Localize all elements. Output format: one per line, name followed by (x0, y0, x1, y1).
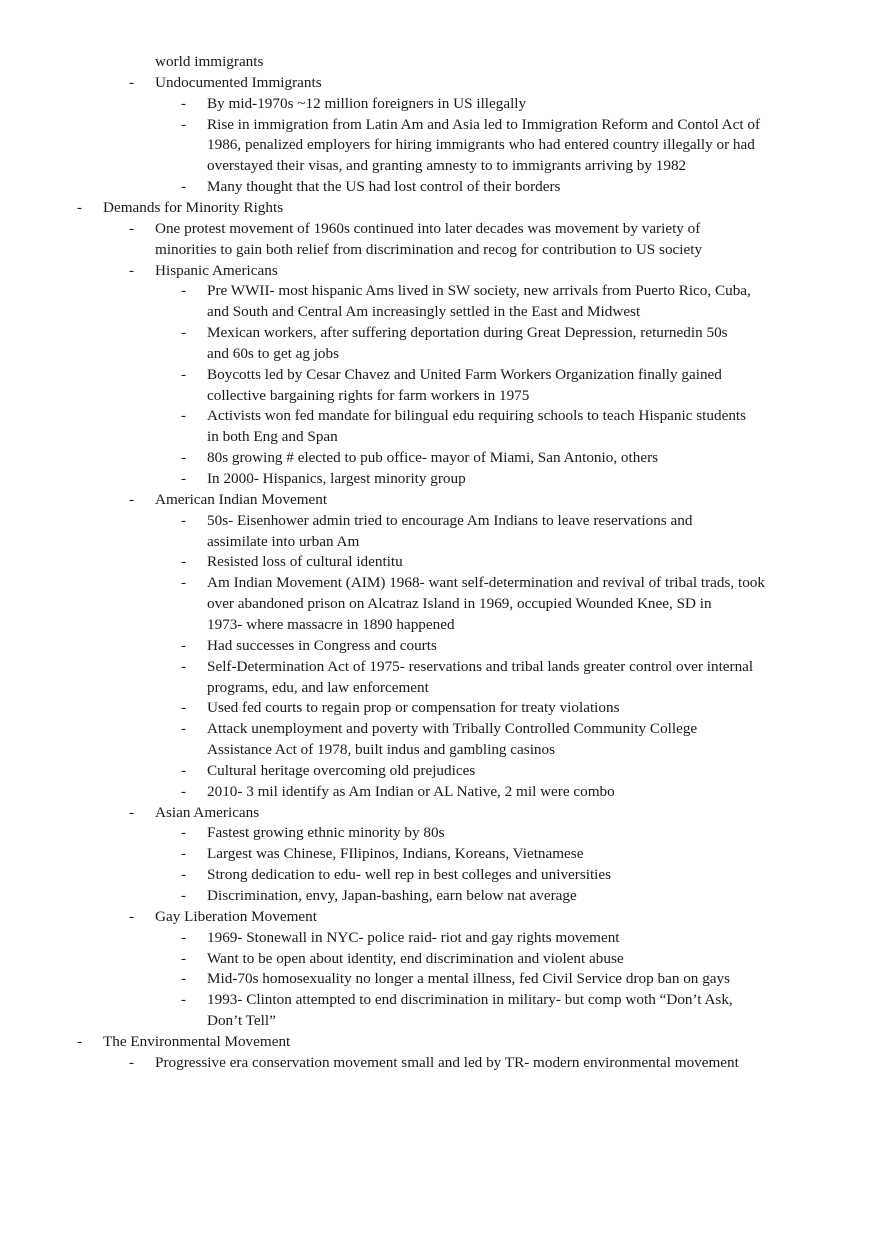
list-item: Strong dedication to edu- well rep in best colleges and universities (207, 866, 612, 884)
bullet-dash: - (181, 553, 187, 571)
bullet-dash: - (181, 282, 187, 300)
bullet-dash: - (181, 407, 187, 425)
section-heading: Undocumented Immigrants (155, 73, 322, 91)
list-item: Cultural heritage overcoming old prejudices (207, 761, 476, 779)
bullet-dash: - (181, 470, 187, 487)
list-item: Attack unemployment and poverty with Tribally Controlled Community College (207, 720, 698, 738)
list-item: Largest was Chinese, FIlipinos, Indians, Koreans, Vietnamese (207, 845, 584, 863)
list-item: minorities to gain both relief from discrimination and recog for contribution to US society (155, 240, 703, 258)
list-item: 1986, penalized employers for hiring immigrants who had entered country illegally or had (207, 136, 755, 154)
bullet-dash: - (181, 887, 187, 904)
bullet-dash: - (181, 928, 187, 946)
bullet-dash: - (129, 1053, 135, 1071)
bullet-dash: - (129, 803, 135, 821)
section-heading: Gay Liberation Movement (155, 907, 317, 925)
list-item: 1973- where massacre in 1890 happened (207, 615, 455, 633)
list-item: assimilate into urban Am (207, 532, 360, 550)
list-item: Self-Determination Act of 1975- reservations and tribal lands greater control over internal (207, 657, 754, 675)
list-item: Am Indian Movement (AIM) 1968- want self-determination and revival of tribal trads, took (207, 574, 765, 592)
bullet-dash: - (181, 636, 187, 654)
bullet-dash: - (181, 949, 187, 967)
bullet-dash: - (181, 782, 187, 800)
list-item: 50s- Eisenhower admin tried to encourage Am Indians to leave reservations and (207, 511, 693, 529)
list-item: Pre WWII- most hispanic Ams lived in SW society, new arrivals from Puerto Rico, Cuba, (207, 282, 751, 300)
list-item: Rise in immigration from Latin Am and Asia led to Immigration Reform and Contol Act of (207, 115, 760, 133)
bullet-dash: - (181, 970, 187, 988)
bullet-dash: - (181, 511, 187, 529)
list-item: Boycotts led by Cesar Chavez and United Farm Workers Organization finally gained (207, 365, 722, 383)
list-item: over abandoned prison on Alcatraz Island in 1969, occupied Wounded Knee, SD in (207, 595, 712, 613)
bullet-dash: - (181, 178, 187, 196)
list-item: Had successes in Congress and courts (207, 636, 437, 654)
list-item: Many thought that the US had lost control of their borders (207, 178, 561, 196)
bullet-dash: - (181, 365, 187, 383)
list-item: Want to be open about identity, end discrimination and violent abuse (207, 949, 624, 967)
bullet-dash: - (129, 490, 135, 508)
list-item: 1993- Clinton attempted to end discrimination in military- but comp woth “Don’t Ask, (207, 991, 733, 1009)
list-item: Mid-70s homosexuality no longer a mental illness, fed Civil Service drop ban on gays (207, 970, 731, 988)
list-item: Mexican workers, after suffering deportation during Great Depression, returnedin 50s (207, 324, 728, 342)
list-item: 2010- 3 mil identify as Am Indian or AL Native, 2 mil were combo (207, 782, 615, 800)
bullet-dash: - (181, 699, 187, 717)
list-item: Used fed courts to regain prop or compensation for treaty violations (207, 699, 620, 717)
list-item: In 2000- Hispanics, largest minority group (207, 470, 466, 487)
list-item: Assistance Act of 1978, built indus and gambling casinos (207, 741, 556, 759)
bullet-dash: - (129, 73, 135, 91)
bullet-dash: - (129, 907, 135, 925)
bullet-dash: - (129, 261, 135, 279)
list-item: Progressive era conservation movement small and led by TR- modern environmental movement (155, 1053, 739, 1071)
list-item: overstayed their visas, and granting amnesty to to immigrants arriving by 1982 (207, 157, 687, 175)
bullet-dash: - (181, 720, 187, 738)
bullet-dash: - (181, 449, 187, 467)
main-heading: The Environmental Movement (103, 1032, 291, 1050)
section-heading: American Indian Movement (155, 490, 328, 508)
bullet-dash: - (181, 866, 187, 884)
bullet-dash: - (77, 1032, 83, 1050)
bullet-dash: - (181, 824, 187, 842)
bullet-dash: - (77, 198, 83, 216)
list-item: collective bargaining rights for farm workers in 1975 (207, 386, 530, 404)
bullet-dash: - (181, 324, 187, 342)
list-item: By mid-1970s ~12 million foreigners in US illegally (207, 94, 527, 112)
list-item: Fastest growing ethnic minority by 80s (207, 824, 445, 842)
bullet-dash: - (181, 657, 187, 675)
bullet-dash: - (181, 574, 187, 592)
list-item: Don’t Tell” (207, 1012, 276, 1030)
list-item: Discrimination, envy, Japan-bashing, earn below nat average (207, 887, 577, 904)
list-item: programs, edu, and law enforcement (207, 678, 429, 696)
bullet-dash: - (181, 115, 187, 133)
continuation-text: world immigrants (155, 53, 264, 70)
bullet-dash: - (181, 94, 187, 112)
section-heading: Hispanic Americans (155, 261, 278, 279)
bullet-dash: - (129, 219, 135, 237)
section-heading: Asian Americans (155, 803, 260, 821)
list-item: 1969- Stonewall in NYC- police raid- riot and gay rights movement (207, 928, 620, 946)
list-item: Resisted loss of cultural identitu (207, 553, 403, 571)
list-item: in both Eng and Span (207, 428, 338, 446)
bullet-dash: - (181, 845, 187, 863)
list-item: 80s growing # elected to pub office- mayor of Miami, San Antonio, others (207, 449, 659, 467)
list-item: One protest movement of 1960s continued into later decades was movement by variety of (155, 219, 701, 237)
list-item: and South and Central Am increasingly settled in the East and Midwest (207, 303, 641, 321)
main-heading: Demands for Minority Rights (103, 198, 284, 216)
bullet-dash: - (181, 991, 187, 1009)
bullet-dash: - (181, 761, 187, 779)
list-item: and 60s to get ag jobs (207, 344, 340, 362)
list-item: Activists won fed mandate for bilingual edu requiring schools to teach Hispanic students (207, 407, 747, 425)
